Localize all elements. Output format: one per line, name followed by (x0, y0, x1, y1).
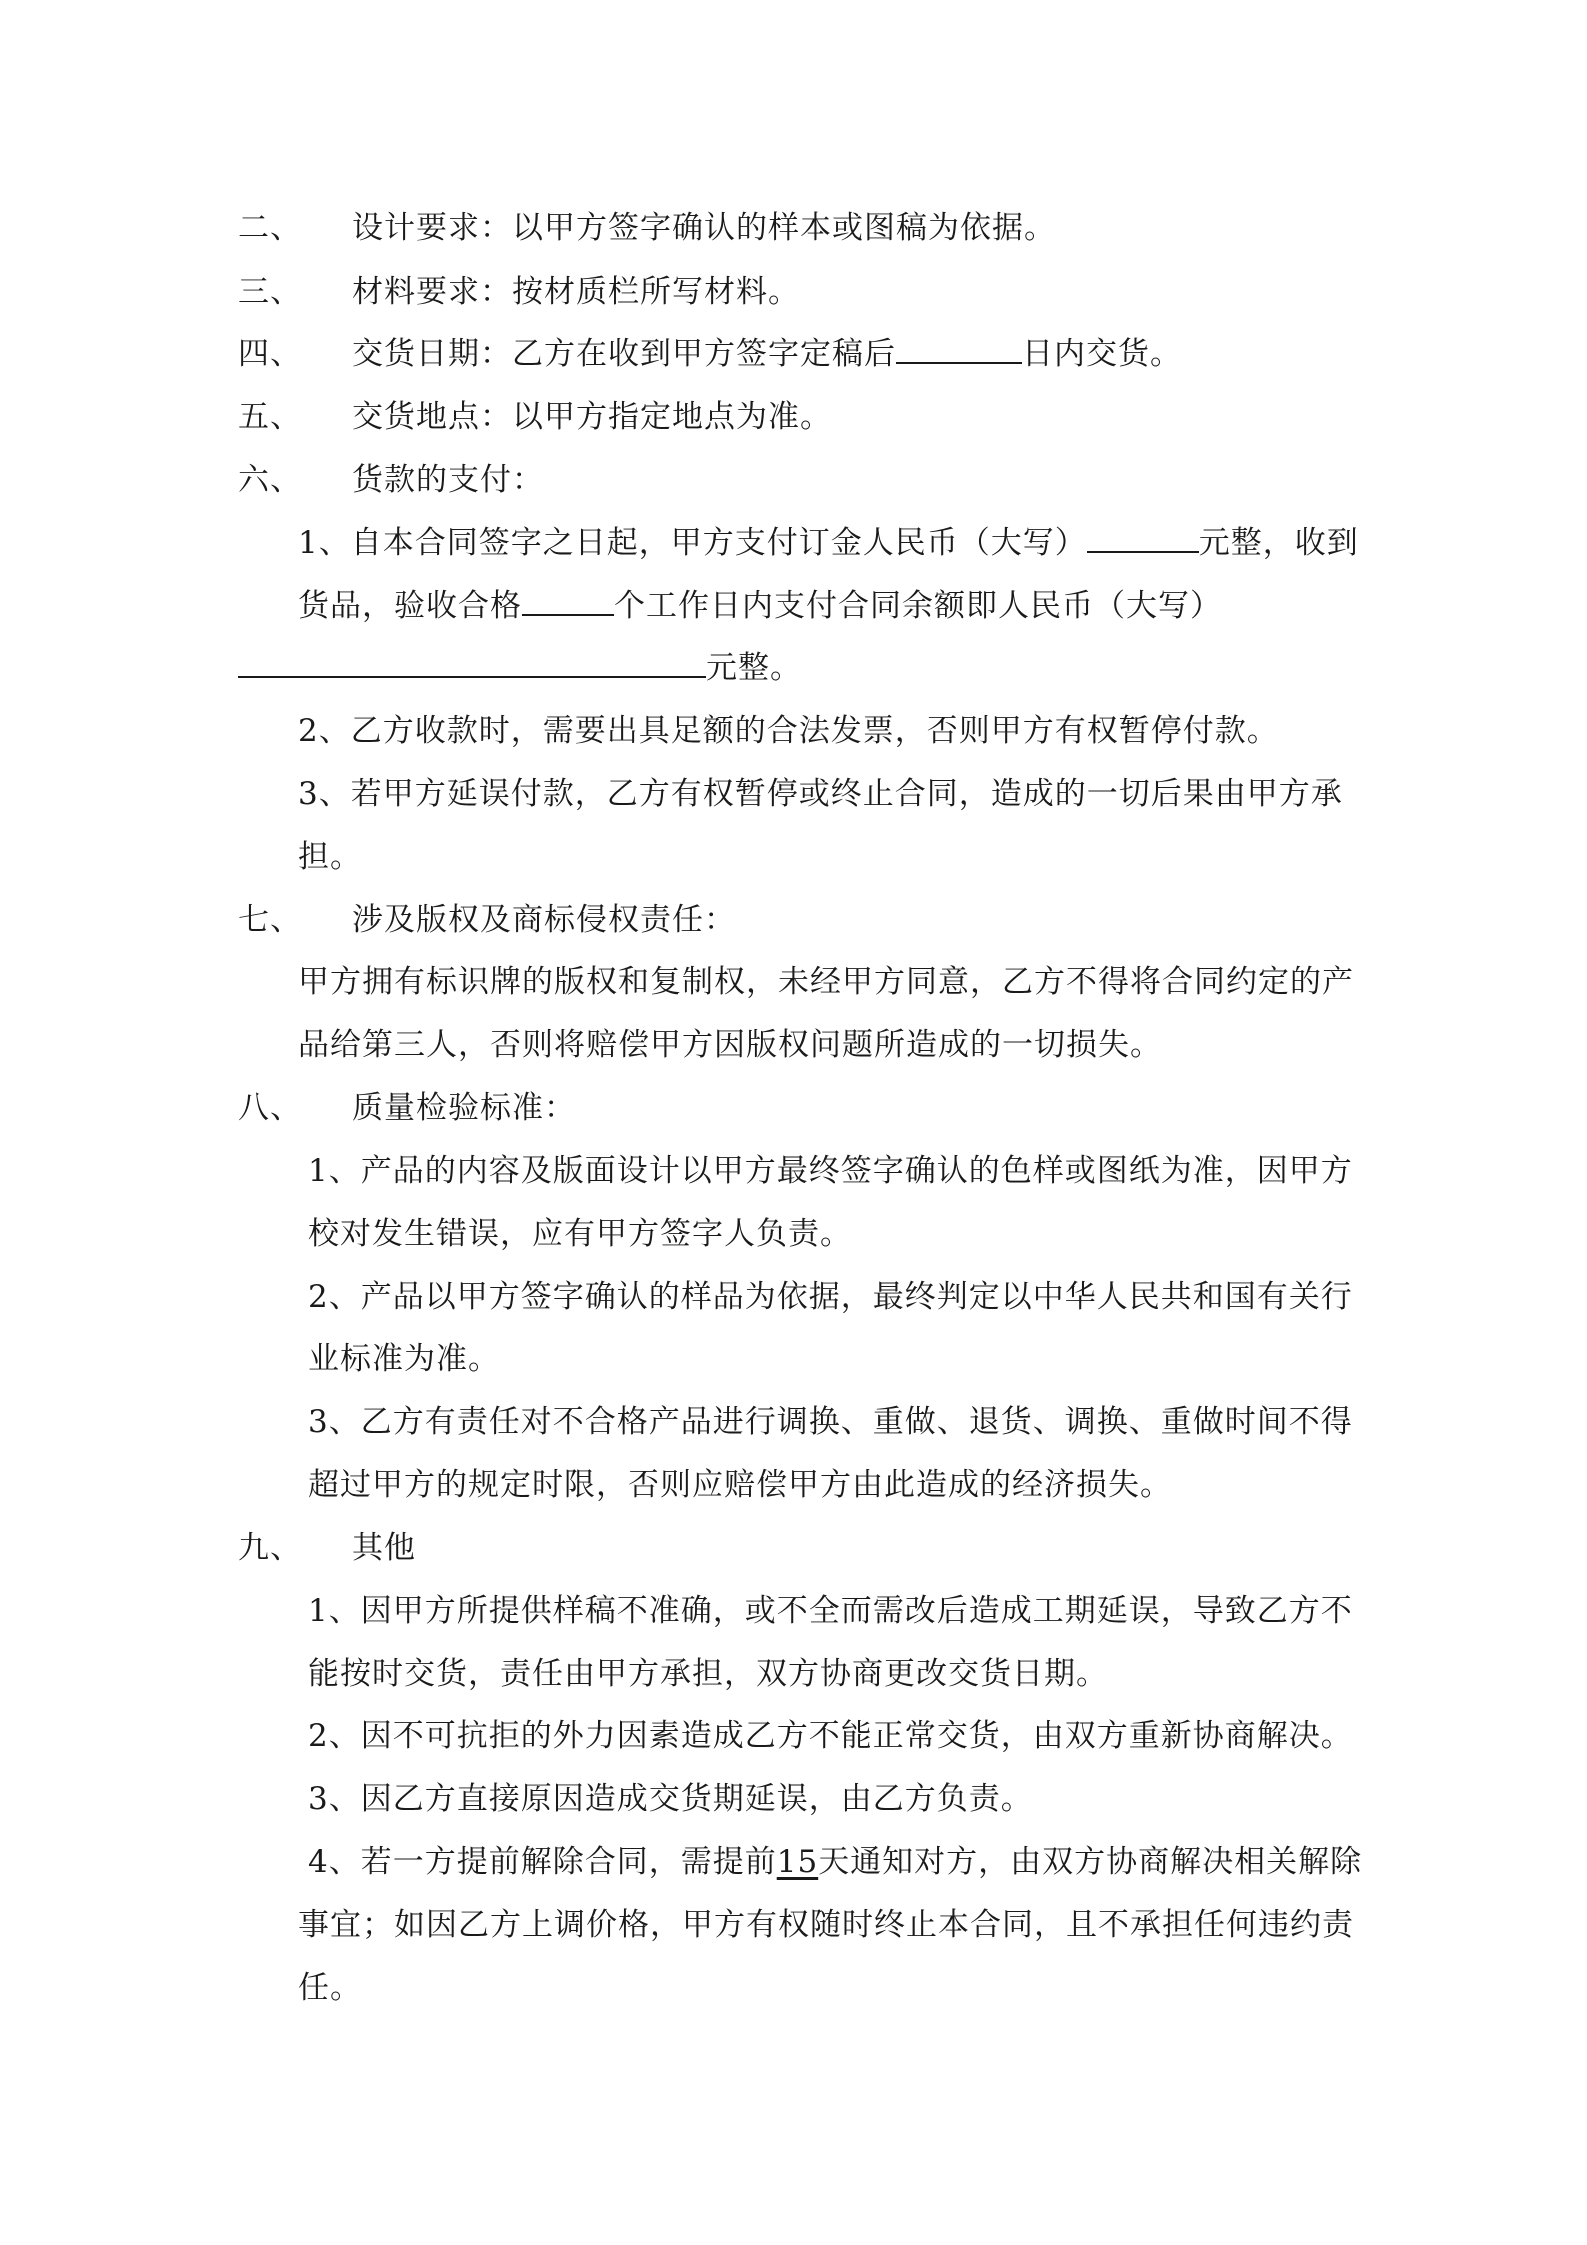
section-text: 货款的支付： (352, 462, 544, 498)
clause-text: 元整。 (706, 650, 802, 686)
clause-text: 天通知对方，由双方协商解决相关解除 (818, 1844, 1363, 1880)
section-text: 其他 (352, 1530, 416, 1566)
section-number: 二、 (238, 210, 302, 246)
copyright-clause-cont: 品给第三人，否则将赔偿甲方因版权问题所造成的一切损失。 (298, 1027, 1162, 1063)
section-number: 七、 (238, 902, 302, 938)
deposit-amount-blank (1087, 523, 1199, 553)
section-text (352, 334, 1182, 374)
quality-clause-1: 1、产品的内容及版面设计以甲方最终签字确认的色样或图纸为准，因甲方 (308, 1153, 1353, 1189)
section-number: 九、 (238, 1530, 302, 1566)
payment-clause-2: 2、乙方收款时，需要出具足额的合法发票，否则甲方有权暂停付款。 (298, 713, 1279, 749)
delivery-days-blank (896, 334, 1022, 364)
clause-text: 个工作日内支付合同余额即人民币（大写） (614, 588, 1222, 624)
section-number: 四、 (238, 336, 302, 372)
other-clause-4-cont: 事宜；如因乙方上调价格，甲方有权随时终止本合同，且不承担任何违约责 (298, 1907, 1354, 1943)
section-text: 质量检验标准： (352, 1090, 576, 1126)
payment-clause-1-cont (298, 586, 1222, 626)
other-clause-4-cont2: 任。 (298, 1970, 362, 2006)
other-clause-1: 1、因甲方所提供样稿不准确，或不全而需改后造成工期延误，导致乙方不 (308, 1593, 1353, 1629)
delivery-date-suffix: 日内交货。 (1022, 336, 1182, 372)
section-text: 设计要求：以甲方签字确认的样本或图稿为依据。 (352, 210, 1056, 246)
clause-text: 4、若一方提前解除合同，需提前 (308, 1844, 777, 1880)
payment-clause-3-cont: 担。 (298, 839, 362, 875)
clause-text: 1、自本合同签字之日起，甲方支付订金人民币（大写） (298, 525, 1087, 561)
quality-clause-2: 2、产品以甲方签字确认的样品为依据，最终判定以中华人民共和国有关行 (308, 1279, 1353, 1315)
section-number: 六、 (238, 462, 302, 498)
other-clause-3: 3、因乙方直接原因造成交货期延误，由乙方负责。 (308, 1781, 1033, 1817)
payment-clause-1-cont2 (238, 648, 802, 688)
quality-clause-2-cont: 业标准为准。 (308, 1341, 500, 1377)
section-text: 涉及版权及商标侵权责任： (352, 902, 736, 938)
other-clause-2: 2、因不可抗拒的外力因素造成乙方不能正常交货，由双方重新协商解决。 (308, 1718, 1353, 1754)
copyright-clause: 甲方拥有标识牌的版权和复制权，未经甲方同意，乙方不得将合同约定的产 (298, 964, 1354, 1000)
section-number: 五、 (238, 399, 302, 435)
payment-clause-1 (298, 523, 1359, 563)
balance-amount-blank (238, 648, 706, 678)
notice-days-value: 15 (776, 1844, 819, 1880)
delivery-date-text: 交货日期：乙方在收到甲方签字定稿后 (352, 336, 896, 372)
other-clause-4 (308, 1842, 1362, 1882)
section-text: 交货地点：以甲方指定地点为准。 (352, 399, 832, 435)
clause-text: 货品，验收合格 (298, 588, 522, 624)
working-days-blank (522, 586, 614, 616)
section-number: 八、 (238, 1090, 302, 1126)
clause-text: 元整，收到 (1198, 525, 1359, 561)
quality-clause-1-cont: 校对发生错误，应有甲方签字人负责。 (308, 1216, 852, 1252)
quality-clause-3: 3、乙方有责任对不合格产品进行调换、重做、退货、调换、重做时间不得 (308, 1404, 1353, 1440)
other-clause-1-cont: 能按时交货，责任由甲方承担，双方协商更改交货日期。 (308, 1656, 1108, 1692)
section-number: 三、 (238, 274, 302, 310)
section-text: 材料要求：按材质栏所写材料。 (352, 274, 800, 310)
payment-clause-3: 3、若甲方延误付款，乙方有权暂停或终止合同，造成的一切后果由甲方承 (298, 776, 1343, 812)
quality-clause-3-cont: 超过甲方的规定时限，否则应赔偿甲方由此造成的经济损失。 (308, 1467, 1172, 1503)
